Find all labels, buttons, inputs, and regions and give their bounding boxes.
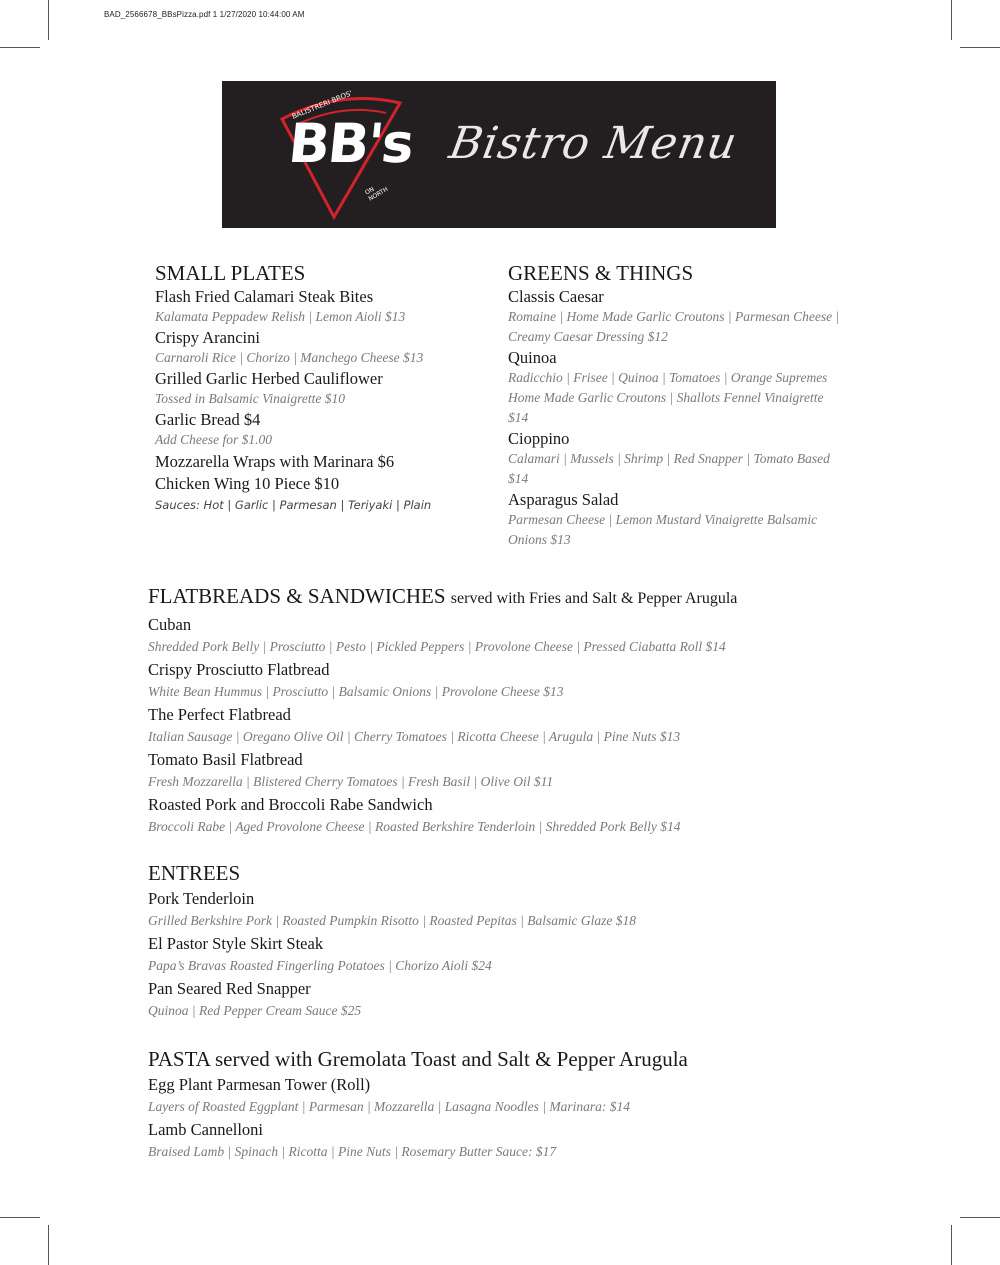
menu-item-name: Grilled Garlic Herbed Cauliflower [155,369,383,388]
menu-item-name: Tomato Basil Flatbread [148,750,303,769]
menu-item-name: Mozzarella Wraps with Marinara $6 [155,452,395,471]
flatbreads-section [148,583,938,839]
menu-item-desc: Quinoa | Red Pepper Cream Sauce $25 [148,1003,362,1018]
section-heading-main: FLATBREADS & SANDWICHES [148,584,446,608]
menu-item-name: The Perfect Flatbread [148,705,291,724]
menu-item-desc: Tossed in Balsamic Vinaigrette $10 [155,391,345,406]
menu-item-desc: Papa’s Bravas Roasted Fingerling Potatoes | Chorizo Aioli $24 [148,958,492,973]
crop-mark-br-v [951,1225,952,1265]
crop-mark-tl-v [48,0,49,40]
menu-item-name: Crispy Prosciutto Flatbread [148,660,330,679]
menu-item-desc: Shredded Pork Belly | Prosciutto | Pesto | Pickled Peppers | Provolone Cheese | Pressed Ciabatta Roll $14 [148,639,726,654]
crop-mark-tl-h [0,47,40,48]
menu-item-desc: Romaine | Home Made Garlic Croutons | Parmesan Cheese | Creamy Caesar Dressing $12 [508,309,840,344]
menu-item-desc: Fresh Mozzarella | Blistered Cherry Tomatoes | Fresh Basil | Olive Oil $11 [148,774,554,789]
menu-item-desc: Italian Sausage | Oregano Olive Oil | Cherry Tomatoes | Ricotta Cheese | Arugula | Pine Nuts $13 [148,729,681,744]
section-heading: ENTREES [148,861,241,885]
logo-tag: ON NORTH [363,185,390,203]
crop-mark-br-h [960,1217,1000,1218]
menu-item-desc: Radicchio | Frisee | Quinoa | Tomatoes | Orange Supremes Home Made Garlic Croutons | Shallots Fennel Vinaigrette $14 [508,370,828,425]
menu-item-name: El Pastor Style Skirt Steak [148,934,324,953]
menu-item-name: Lamb Cannelloni [148,1120,264,1139]
pasta-section [148,1046,938,1164]
menu-item-desc: Broccoli Rabe | Aged Provolone Cheese | Roasted Berkshire Tenderloin | Shredded Pork Belly $14 [148,819,681,834]
crop-mark-tr-v [951,0,952,40]
crop-mark-bl-v [48,1225,49,1265]
entrees-section [148,860,938,1023]
menu-item-desc: White Bean Hummus | Prosciutto | Balsamic Onions | Provolone Cheese $13 [148,684,564,699]
bbs-logo-text: BB's [285,112,416,175]
print-header: BAD_2566678_BBsPizza.pdf 1 1/27/2020 10:44:00 AM [104,10,305,19]
menu-item-name: Quinoa [508,348,557,367]
menu-item-desc: Grilled Berkshire Pork | Roasted Pumpkin Risotto | Roasted Pepitas | Balsamic Glaze $18 [148,913,636,928]
menu-item-desc: Braised Lamb | Spinach | Ricotta | Pine Nuts | Rosemary Butter Sauce: $17 [148,1144,557,1159]
sauces-note: Sauces: Hot | Garlic | Parmesan | Teriyaki | Plain [155,498,432,512]
menu-item-name: Cioppino [508,429,570,448]
menu-item-name: Chicken Wing 10 Piece $10 [155,474,340,493]
menu-item-name: Roasted Pork and Broccoli Rabe Sandwich [148,795,433,814]
section-heading: PASTA served with Gremolata Toast and Salt & Pepper Arugula [148,1047,688,1071]
menu-item-name: Egg Plant Parmesan Tower (Roll) [148,1075,371,1094]
menu-item-desc: Add Cheese for $1.00 [155,432,272,447]
section-heading: SMALL PLATES [155,261,306,285]
menu-item-desc: Parmesan Cheese | Lemon Mustard Vinaigrette Balsamic Onions $13 [508,512,818,547]
menu-item-name: Classis Caesar [508,287,604,306]
menu-item-name: Garlic Bread $4 [155,410,261,429]
menu-item-name: Cuban [148,615,192,634]
menu-item-name: Flash Fried Calamari Steak Bites [155,287,374,306]
section-heading: GREENS & THINGS [508,261,694,285]
section-heading [148,583,938,612]
menu-item-desc: Calamari | Mussels | Shrimp | Red Snapper | Tomato Based $14 [508,451,830,486]
small-plates-section [155,260,485,515]
greens-section [508,260,843,550]
crop-mark-bl-h [0,1217,40,1218]
menu-title: Bistro Menu [445,118,742,169]
menu-item-desc: Carnaroli Rice | Chorizo | Manchego Cheese $13 [155,350,424,365]
menu-item-desc: Kalamata Peppadew Relish | Lemon Aioli $13 [155,309,406,324]
menu-item-name: Asparagus Salad [508,490,619,509]
section-subheading: served with Fries and Salt & Pepper Arugula [450,590,738,607]
menu-item-name: Crispy Arancini [155,328,260,347]
logo-arc-text: BALISTRERI BROS' [290,89,354,121]
crop-mark-tr-h [960,47,1000,48]
menu-item-name: Pan Seared Red Snapper [148,979,311,998]
menu-item-desc: Layers of Roasted Eggplant | Parmesan | Mozzarella | Lasagna Noodles | Marinara: $14 [148,1099,630,1114]
menu-item-name: Pork Tenderloin [148,889,255,908]
